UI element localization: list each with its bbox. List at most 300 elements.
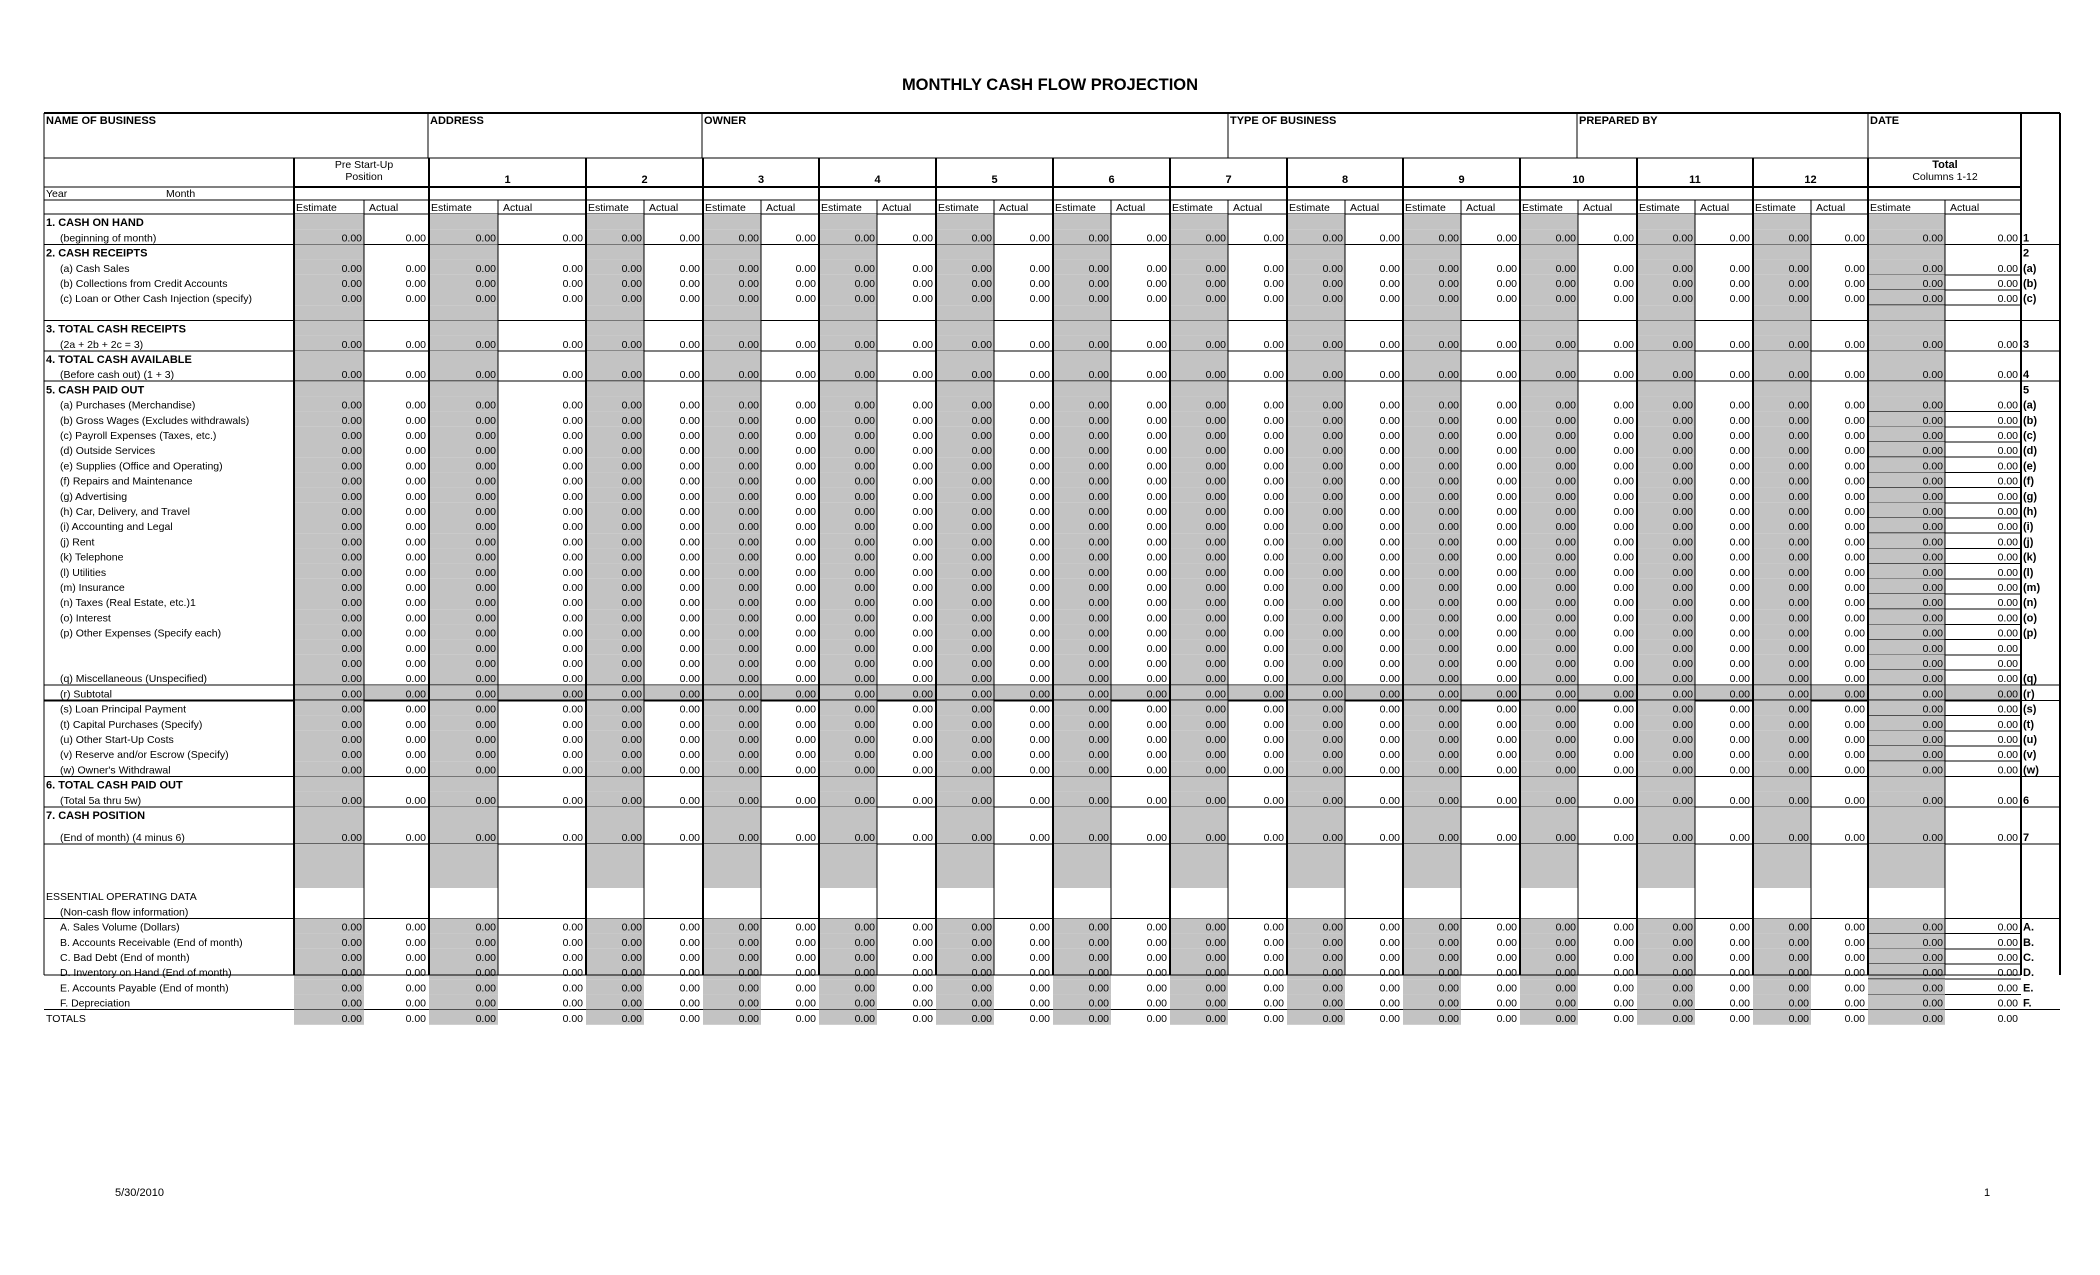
actual-value: 0.00 xyxy=(1997,536,2018,549)
estimate-value: 0.00 xyxy=(621,369,642,382)
estimate-value: 0.00 xyxy=(475,952,496,964)
actual-value: 0.00 xyxy=(1997,566,2018,579)
actual-value: 0.00 xyxy=(1029,703,1050,716)
actual-value: 0.00 xyxy=(1729,832,1750,844)
row-reference: C. xyxy=(2023,952,2034,964)
actual-value: 0.00 xyxy=(795,982,816,995)
estimate-value: 0.00 xyxy=(1438,582,1459,594)
actual-value: 0.00 xyxy=(1029,597,1050,610)
estimate-value: 0.00 xyxy=(475,490,496,503)
estimate-value: 0.00 xyxy=(341,794,362,807)
estimate-value: 0.00 xyxy=(1922,430,1943,442)
actual-value: 0.00 xyxy=(405,460,426,473)
estimate-value: 0.00 xyxy=(1322,673,1343,686)
estimate-value: 0.00 xyxy=(854,642,875,655)
actual-value: 0.00 xyxy=(1729,1012,1750,1025)
estimate-value: 0.00 xyxy=(475,997,496,1010)
actual-value: 0.00 xyxy=(1997,982,2018,995)
actual-value: 0.00 xyxy=(679,673,700,686)
row-label: (o) Interest xyxy=(60,612,111,625)
actual-value: 0.00 xyxy=(1029,566,1050,579)
estimate-value: 0.00 xyxy=(971,718,992,731)
estimate-value: 0.00 xyxy=(475,703,496,716)
actual-value: 0.00 xyxy=(1997,794,2018,807)
estimate-value: 0.00 xyxy=(1205,764,1226,777)
actual-value: 0.00 xyxy=(1729,921,1750,934)
actual-value: 0.00 xyxy=(405,430,426,442)
estimate-value: 0.00 xyxy=(1322,278,1343,290)
estimate-value: 0.00 xyxy=(621,414,642,427)
actual-value: 0.00 xyxy=(1844,278,1865,290)
row-label: B. Accounts Receivable (End of month) xyxy=(60,936,243,949)
estimate-value: 0.00 xyxy=(1438,673,1459,686)
estimate-value: 0.00 xyxy=(1555,338,1576,351)
estimate-value: 0.00 xyxy=(1788,414,1809,427)
estimate-value: 0.00 xyxy=(1672,445,1693,458)
actual-value: 0.00 xyxy=(562,1012,583,1025)
estimate-value: 0.00 xyxy=(1205,278,1226,290)
estimate-value: 0.00 xyxy=(1205,475,1226,488)
estimate-value: 0.00 xyxy=(1922,832,1943,844)
actual-value: 0.00 xyxy=(1613,718,1634,731)
actual-value: 0.00 xyxy=(1729,338,1750,351)
estimate-value: 0.00 xyxy=(341,673,362,686)
estimate-value: 0.00 xyxy=(621,1012,642,1025)
row-label: (p) Other Expenses (Specify each) xyxy=(60,627,222,640)
actual-value: 0.00 xyxy=(1379,460,1400,473)
shaded-cell xyxy=(1170,351,1228,366)
row-reference: (h) xyxy=(2023,506,2038,518)
estimate-value: 0.00 xyxy=(1555,967,1576,980)
shaded-cell xyxy=(1868,320,1945,335)
estimate-value: 0.00 xyxy=(854,460,875,473)
estimate-value: 0.00 xyxy=(1088,612,1109,625)
estimate-value: 0.00 xyxy=(738,967,759,980)
estimate-value: 0.00 xyxy=(1088,688,1109,701)
actual-value: 0.00 xyxy=(795,506,816,518)
actual-value: 0.00 xyxy=(795,688,816,701)
actual-value: 0.00 xyxy=(679,612,700,625)
estimate-value: 0.00 xyxy=(341,612,362,625)
actual-value: 0.00 xyxy=(1496,597,1517,610)
actual-value: 0.00 xyxy=(1029,430,1050,442)
actual-value: 0.00 xyxy=(1613,475,1634,488)
actual-value: 0.00 xyxy=(405,936,426,949)
estimate-value: 0.00 xyxy=(621,460,642,473)
estimate-value: 0.00 xyxy=(1322,369,1343,382)
estimate-value: 0.00 xyxy=(1088,658,1109,670)
shaded-cell xyxy=(294,776,364,791)
actual-value: 0.00 xyxy=(1146,414,1167,427)
estimate-value: 0.00 xyxy=(971,414,992,427)
shaded-cell xyxy=(429,305,498,320)
estimate-value: 0.00 xyxy=(1672,582,1693,594)
shaded-cell xyxy=(936,844,994,888)
actual-value: 0.00 xyxy=(1029,262,1050,275)
actual-value: 0.00 xyxy=(562,982,583,995)
estimate-value: 0.00 xyxy=(1205,566,1226,579)
shaded-cell xyxy=(586,305,644,320)
actual-value: 0.00 xyxy=(679,445,700,458)
shaded-cell xyxy=(1868,844,1945,888)
row-label: (s) Loan Principal Payment xyxy=(60,703,187,716)
estimate-value: 0.00 xyxy=(1672,262,1693,275)
actual-value: 0.00 xyxy=(1729,764,1750,777)
estimate-value: 0.00 xyxy=(1788,703,1809,716)
estimate-value: 0.00 xyxy=(1672,832,1693,844)
estimate-value: 0.00 xyxy=(1922,764,1943,777)
actual-value: 0.00 xyxy=(562,749,583,762)
actual-value: 0.00 xyxy=(1379,566,1400,579)
estimate-value: 0.00 xyxy=(1205,734,1226,746)
estimate-value: 0.00 xyxy=(1555,262,1576,275)
estimate-value: 0.00 xyxy=(1922,734,1943,746)
estimate-value: 0.00 xyxy=(1555,921,1576,934)
row-label: (Non-cash flow information) xyxy=(60,906,189,919)
estimate-value: 0.00 xyxy=(971,399,992,412)
estimate-value: 0.00 xyxy=(475,967,496,980)
estimate-value: 0.00 xyxy=(738,688,759,701)
actual-value: 0.00 xyxy=(1496,399,1517,412)
estimate-value: 0.00 xyxy=(475,764,496,777)
estimate-value: 0.00 xyxy=(475,612,496,625)
actual-value: 0.00 xyxy=(1146,232,1167,245)
actual-value: 0.00 xyxy=(795,399,816,412)
actual-value: 0.00 xyxy=(1146,506,1167,518)
month-label-8: 8 xyxy=(1341,174,1349,186)
actual-value: 0.00 xyxy=(1029,627,1050,640)
actual-value: 0.00 xyxy=(1263,414,1284,427)
actual-value: 0.00 xyxy=(1263,506,1284,518)
actual-value: 0.00 xyxy=(912,688,933,701)
estimate-value: 0.00 xyxy=(1922,399,1943,412)
estimate-value: 0.00 xyxy=(1555,703,1576,716)
estimate-value: 0.00 xyxy=(1088,536,1109,549)
actual-value: 0.00 xyxy=(562,293,583,306)
actual-value: 0.00 xyxy=(1379,952,1400,964)
estimate-value: 0.00 xyxy=(1088,490,1109,503)
estimate-value: 0.00 xyxy=(475,445,496,458)
row-reference: (v) xyxy=(2023,749,2037,762)
actual-value: 0.00 xyxy=(1613,658,1634,670)
estimate-value: 0.00 xyxy=(1205,688,1226,701)
actual-value: 0.00 xyxy=(1997,832,2018,844)
shaded-cell xyxy=(429,844,498,888)
actual-value: 0.00 xyxy=(1613,627,1634,640)
actual-value: 0.00 xyxy=(1844,952,1865,964)
estimate-value: 0.00 xyxy=(341,658,362,670)
estimate-value: 0.00 xyxy=(1205,414,1226,427)
shaded-cell xyxy=(1753,844,1811,888)
actual-value: 0.00 xyxy=(1613,445,1634,458)
estimate-value: 0.00 xyxy=(1555,688,1576,701)
actual-value: 0.00 xyxy=(1263,536,1284,549)
estimate-value: 0.00 xyxy=(1322,490,1343,503)
actual-value: 0.00 xyxy=(562,490,583,503)
estimate-value: 0.00 xyxy=(1205,597,1226,610)
estimate-value: 0.00 xyxy=(1322,703,1343,716)
estimate-value: 0.00 xyxy=(475,566,496,579)
estimate-value: 0.00 xyxy=(1672,627,1693,640)
row-label: (e) Supplies (Office and Operating) xyxy=(60,460,223,473)
actual-value: 0.00 xyxy=(1146,936,1167,949)
actual-value: 0.00 xyxy=(1844,703,1865,716)
row-label: 4. TOTAL CASH AVAILABLE xyxy=(46,354,192,366)
estimate-value: 0.00 xyxy=(475,642,496,655)
shaded-cell xyxy=(1868,244,1945,259)
estimate-value: 0.00 xyxy=(1788,612,1809,625)
estimate-value: 0.00 xyxy=(738,1012,759,1025)
actual-value: 0.00 xyxy=(795,566,816,579)
actual-value: 0.00 xyxy=(1844,936,1865,949)
actual-value: 0.00 xyxy=(1729,582,1750,594)
actual-value: 0.00 xyxy=(1729,718,1750,731)
actual-value: 0.00 xyxy=(1844,566,1865,579)
estimate-value: 0.00 xyxy=(1555,506,1576,518)
shaded-cell xyxy=(819,776,877,791)
row-reference: (r) xyxy=(2023,688,2035,701)
shaded-cell xyxy=(1403,244,1461,259)
estimate-value: 0.00 xyxy=(1088,597,1109,610)
estimate-value: 0.00 xyxy=(854,582,875,594)
actual-value: 0.00 xyxy=(1379,794,1400,807)
actual-value: 0.00 xyxy=(1029,612,1050,625)
actual-value: 0.00 xyxy=(679,338,700,351)
actual-value: 0.00 xyxy=(795,612,816,625)
estimate-value: 0.00 xyxy=(475,658,496,670)
estimate-value: 0.00 xyxy=(854,997,875,1010)
estimate-header: Estimate xyxy=(1755,202,1796,214)
shaded-cell xyxy=(1520,214,1578,229)
shaded-cell xyxy=(294,844,364,888)
shaded-cell xyxy=(1403,305,1461,320)
estimate-value: 0.00 xyxy=(341,293,362,306)
estimate-value: 0.00 xyxy=(1788,475,1809,488)
estimate-value: 0.00 xyxy=(621,445,642,458)
actual-value: 0.00 xyxy=(1263,369,1284,382)
actual-value: 0.00 xyxy=(1613,369,1634,382)
estimate-value: 0.00 xyxy=(1322,764,1343,777)
estimate-value: 0.00 xyxy=(1672,490,1693,503)
shaded-cell xyxy=(586,381,644,396)
actual-value: 0.00 xyxy=(795,703,816,716)
actual-value: 0.00 xyxy=(1729,982,1750,995)
shaded-cell xyxy=(1868,776,1945,791)
actual-value: 0.00 xyxy=(1496,764,1517,777)
row-label: 5. CASH PAID OUT xyxy=(46,384,145,397)
actual-value: 0.00 xyxy=(1379,921,1400,934)
actual-value: 0.00 xyxy=(1496,921,1517,934)
actual-value: 0.00 xyxy=(912,490,933,503)
actual-value: 0.00 xyxy=(1997,612,2018,625)
actual-value: 0.00 xyxy=(1146,369,1167,382)
estimate-header: Estimate xyxy=(1639,202,1680,214)
estimate-value: 0.00 xyxy=(1788,490,1809,503)
actual-value: 0.00 xyxy=(1496,521,1517,534)
row-reference: (b) xyxy=(2023,414,2038,427)
estimate-value: 0.00 xyxy=(341,551,362,564)
estimate-value: 0.00 xyxy=(1322,952,1343,964)
actual-value: 0.00 xyxy=(1844,551,1865,564)
estimate-value: 0.00 xyxy=(621,749,642,762)
actual-value: 0.00 xyxy=(1844,445,1865,458)
shaded-cell xyxy=(1053,807,1111,822)
estimate-value: 0.00 xyxy=(1788,749,1809,762)
actual-value: 0.00 xyxy=(1729,936,1750,949)
actual-value: 0.00 xyxy=(1496,734,1517,746)
estimate-value: 0.00 xyxy=(854,521,875,534)
actual-value: 0.00 xyxy=(912,658,933,670)
estimate-value: 0.00 xyxy=(1788,832,1809,844)
actual-value: 0.00 xyxy=(795,597,816,610)
actual-value: 0.00 xyxy=(1379,703,1400,716)
estimate-value: 0.00 xyxy=(854,566,875,579)
actual-value: 0.00 xyxy=(1729,521,1750,534)
row-label: 7. CASH POSITION xyxy=(46,810,146,822)
estimate-value: 0.00 xyxy=(1205,703,1226,716)
actual-value: 0.00 xyxy=(795,293,816,306)
actual-value: 0.00 xyxy=(1844,612,1865,625)
estimate-value: 0.00 xyxy=(854,369,875,382)
estimate-value: 0.00 xyxy=(854,1012,875,1025)
actual-value: 0.00 xyxy=(1146,551,1167,564)
actual-value: 0.00 xyxy=(679,832,700,844)
actual-value: 0.00 xyxy=(1844,967,1865,980)
shaded-cell xyxy=(294,351,364,366)
row-label: (c) Payroll Expenses (Taxes, etc.) xyxy=(60,430,217,442)
estimate-value: 0.00 xyxy=(621,734,642,746)
estimate-value: 0.00 xyxy=(1322,718,1343,731)
estimate-value: 0.00 xyxy=(341,262,362,275)
shaded-cell xyxy=(1637,305,1695,320)
actual-value: 0.00 xyxy=(1263,832,1284,844)
shaded-cell xyxy=(703,214,761,229)
actual-value: 0.00 xyxy=(1844,293,1865,306)
estimate-value: 0.00 xyxy=(738,430,759,442)
estimate-value: 0.00 xyxy=(1322,658,1343,670)
estimate-value: 0.00 xyxy=(1672,232,1693,245)
actual-value: 0.00 xyxy=(679,703,700,716)
estimate-value: 0.00 xyxy=(1555,490,1576,503)
actual-value: 0.00 xyxy=(1844,658,1865,670)
estimate-value: 0.00 xyxy=(1088,749,1109,762)
row-label: (b) Gross Wages (Excludes withdrawals) xyxy=(60,414,250,427)
row-label: (Before cash out) (1 + 3) xyxy=(60,369,175,382)
actual-header: Actual xyxy=(1233,202,1263,214)
estimate-value: 0.00 xyxy=(971,262,992,275)
estimate-header: Estimate xyxy=(431,202,472,214)
actual-value: 0.00 xyxy=(912,566,933,579)
estimate-value: 0.00 xyxy=(1438,232,1459,245)
actual-value: 0.00 xyxy=(912,673,933,686)
estimate-value: 0.00 xyxy=(1438,278,1459,290)
actual-value: 0.00 xyxy=(1496,430,1517,442)
shaded-cell xyxy=(586,214,644,229)
estimate-value: 0.00 xyxy=(475,460,496,473)
actual-value: 0.00 xyxy=(1379,832,1400,844)
estimate-value: 0.00 xyxy=(341,764,362,777)
estimate-value: 0.00 xyxy=(341,718,362,731)
actual-value: 0.00 xyxy=(1729,262,1750,275)
estimate-value: 0.00 xyxy=(341,582,362,594)
estimate-value: 0.00 xyxy=(475,551,496,564)
actual-value: 0.00 xyxy=(1997,936,2018,949)
estimate-header: Estimate xyxy=(296,202,337,214)
row-reference: (k) xyxy=(2023,551,2037,564)
estimate-value: 0.00 xyxy=(1788,952,1809,964)
estimate-value: 0.00 xyxy=(1788,734,1809,746)
actual-value: 0.00 xyxy=(1146,627,1167,640)
row-label: (j) Rent xyxy=(60,536,95,549)
actual-value: 0.00 xyxy=(1729,749,1750,762)
estimate-value: 0.00 xyxy=(1205,445,1226,458)
year-label: Year xyxy=(46,188,68,200)
actual-value: 0.00 xyxy=(1729,278,1750,290)
estimate-value: 0.00 xyxy=(1438,460,1459,473)
estimate-value: 0.00 xyxy=(1922,982,1943,995)
actual-value: 0.00 xyxy=(679,521,700,534)
row-label: (Total 5a thru 5w) xyxy=(60,794,142,807)
actual-value: 0.00 xyxy=(1844,490,1865,503)
actual-value: 0.00 xyxy=(1263,658,1284,670)
estimate-value: 0.00 xyxy=(738,642,759,655)
actual-value: 0.00 xyxy=(1997,997,2018,1010)
actual-header: Actual xyxy=(1583,202,1613,214)
shaded-cell xyxy=(1403,214,1461,229)
shaded-cell xyxy=(586,776,644,791)
estimate-value: 0.00 xyxy=(341,642,362,655)
actual-header: Actual xyxy=(1700,202,1730,214)
actual-value: 0.00 xyxy=(1263,642,1284,655)
actual-value: 0.00 xyxy=(1379,582,1400,594)
estimate-value: 0.00 xyxy=(341,627,362,640)
estimate-value: 0.00 xyxy=(1672,794,1693,807)
estimate-value: 0.00 xyxy=(475,521,496,534)
actual-value: 0.00 xyxy=(562,734,583,746)
estimate-value: 0.00 xyxy=(1438,794,1459,807)
estimate-value: 0.00 xyxy=(341,445,362,458)
estimate-value: 0.00 xyxy=(971,445,992,458)
row-label: (m) Insurance xyxy=(60,582,125,594)
actual-value: 0.00 xyxy=(562,642,583,655)
row-reference: (n) xyxy=(2023,597,2038,610)
actual-value: 0.00 xyxy=(1146,612,1167,625)
actual-value: 0.00 xyxy=(1613,794,1634,807)
estimate-value: 0.00 xyxy=(854,293,875,306)
estimate-value: 0.00 xyxy=(854,936,875,949)
actual-value: 0.00 xyxy=(1029,967,1050,980)
estimate-value: 0.00 xyxy=(341,734,362,746)
estimate-value: 0.00 xyxy=(854,536,875,549)
actual-value: 0.00 xyxy=(1146,460,1167,473)
estimate-value: 0.00 xyxy=(1088,1012,1109,1025)
actual-value: 0.00 xyxy=(405,232,426,245)
actual-value: 0.00 xyxy=(405,982,426,995)
actual-value: 0.00 xyxy=(679,582,700,594)
actual-value: 0.00 xyxy=(795,460,816,473)
estimate-value: 0.00 xyxy=(341,997,362,1010)
estimate-value: 0.00 xyxy=(1088,338,1109,351)
actual-value: 0.00 xyxy=(405,718,426,731)
row-label: (i) Accounting and Legal xyxy=(60,521,173,534)
shaded-cell xyxy=(1053,214,1111,229)
actual-value: 0.00 xyxy=(1146,749,1167,762)
estimate-value: 0.00 xyxy=(738,506,759,518)
actual-value: 0.00 xyxy=(1613,734,1634,746)
actual-value: 0.00 xyxy=(405,734,426,746)
estimate-value: 0.00 xyxy=(1438,430,1459,442)
estimate-value: 0.00 xyxy=(1672,997,1693,1010)
